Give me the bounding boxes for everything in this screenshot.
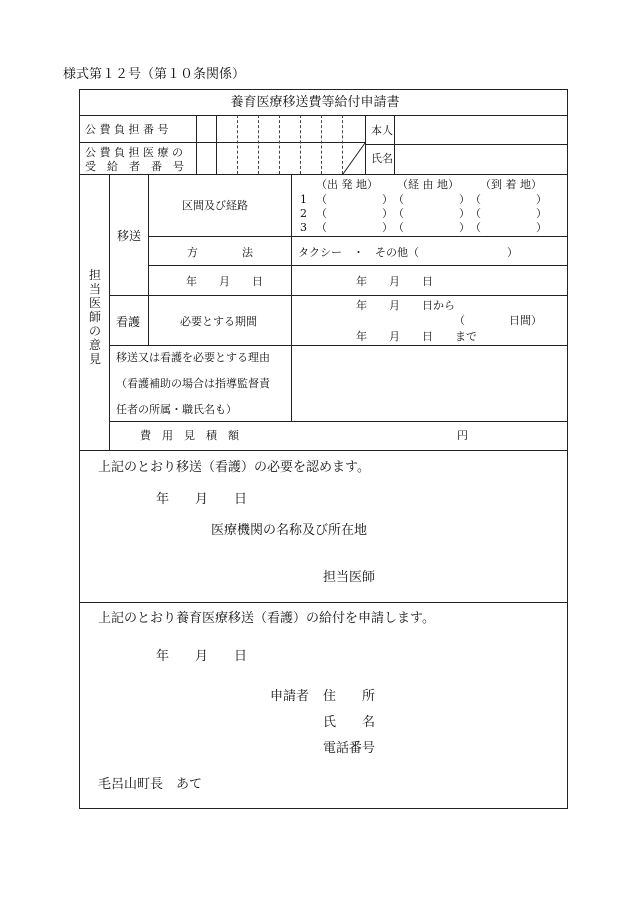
transport-label: 移送 xyxy=(117,229,142,243)
addressee: 毛呂山町長 あて xyxy=(98,777,203,792)
period-label: 必要とする期間 xyxy=(180,315,257,328)
cost-label: 費 用 見 積 額 xyxy=(140,429,239,442)
route-row-3: （ ） （ ） （ ） xyxy=(316,221,547,234)
method-label: 方 法 xyxy=(187,246,253,259)
doctor-statement: 上記のとおり移送（看護）の必要を認めます。 xyxy=(98,460,370,475)
doctor-label: 担当医師 xyxy=(323,570,376,585)
method-value: タクシー ・ その他（ ） xyxy=(298,246,518,259)
route-row-2: （ ） （ ） （ ） xyxy=(316,207,547,220)
col-via: （経 由 地） xyxy=(397,178,459,191)
form-number: 様式第１２号（第１０条関係） xyxy=(63,67,246,82)
period-days: （ 日間） xyxy=(454,314,542,327)
payer-number-label: 公 費 負 担 番 号 xyxy=(85,123,169,136)
diagonal-slash xyxy=(342,142,366,175)
doctor-date: 年 月 日 xyxy=(156,492,248,507)
route-row-2-no: 2 xyxy=(300,207,307,220)
phone-label: 電話番号 xyxy=(323,741,376,756)
transport-date-label: 年 月 日 xyxy=(186,275,263,288)
applicant-date: 年 月 日 xyxy=(156,649,248,664)
period-from: 年 月 日から xyxy=(356,299,455,312)
route-row-1: （ ） （ ） （ ） xyxy=(316,193,547,206)
route-label: 区間及び経路 xyxy=(182,199,248,212)
recipient-label-1: 公 費 負 担 医 療 の xyxy=(85,146,183,159)
col-arrival: （到 着 地） xyxy=(480,178,542,191)
shimei-label: 氏名 xyxy=(371,152,393,165)
doctor-opinion-label: 担当医師の意見 xyxy=(88,268,101,366)
reason-line-2: （看護補助の場合は指導監督責 xyxy=(116,377,270,390)
col-departure: （出 発 地） xyxy=(316,178,378,191)
name-label: 氏 名 xyxy=(323,715,376,730)
honnin-label: 本人 xyxy=(371,124,393,137)
applicant-statement: 上記のとおり養育医療移送（看護）の給付を申請します。 xyxy=(98,611,435,626)
address-label: 住 所 xyxy=(323,689,376,704)
transport-date-value: 年 月 日 xyxy=(356,275,433,288)
cost-unit: 円 xyxy=(457,429,468,442)
form-title: 養育医療移送費等給付申請書 xyxy=(230,95,400,110)
route-row-1-no: 1 xyxy=(300,193,307,206)
reason-line-1: 移送又は看護を必要とする理由 xyxy=(116,351,270,364)
applicant-label: 申請者 xyxy=(270,689,310,704)
institution-label: 医療機関の名称及び所在地 xyxy=(211,523,368,538)
route-row-3-no: 3 xyxy=(300,221,307,234)
reason-line-3: 任者の所属・職氏名も） xyxy=(116,403,237,416)
nursing-label: 看護 xyxy=(116,315,141,329)
recipient-label-2: 受 給 者 番 号 xyxy=(85,160,184,173)
period-to: 年 月 日 まで xyxy=(356,330,477,343)
